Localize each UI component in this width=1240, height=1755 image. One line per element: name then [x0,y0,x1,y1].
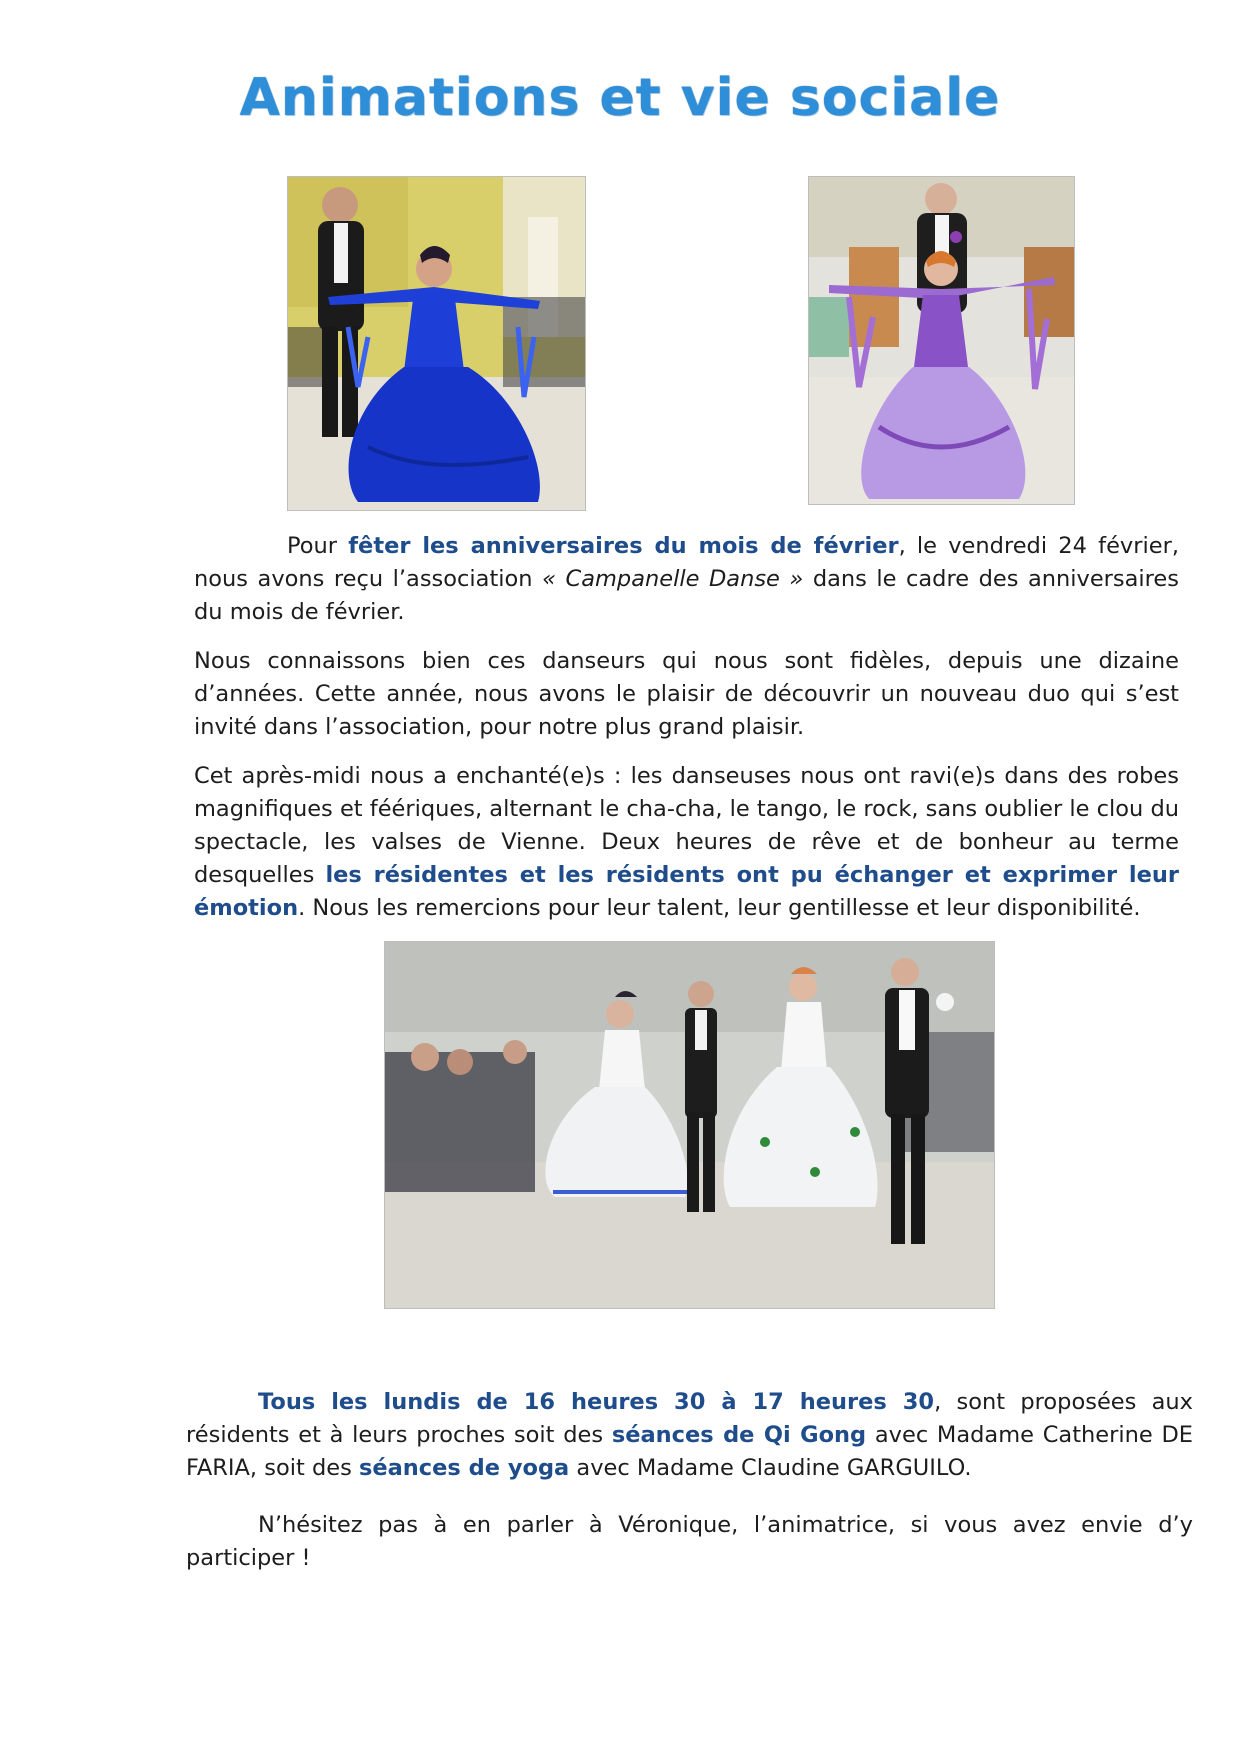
photo-dancer-blue-dress [287,176,586,511]
paragraph-apres-midi [194,760,1179,925]
paragraph-seances [186,1386,1193,1485]
p2-text: Nous connaissons bien ces danseurs qui nous sont fidèles, depuis une dizaine d’années. Cette année, nous avons le plaisir de découvrir un nouveau duo qui s’est invité dans l’association, pour notre plus grand plaisir. [194,648,1179,740]
p3-highlight: les résidentes et les résidents ont pu échanger et exprimer leur émotion [194,862,1179,921]
p1-highlight: fêter les anniversaires du mois de février [348,533,899,559]
p5-text: N’hésitez pas à en parler à Véronique, l’animatrice, si vous avez envie d’y participer ! [186,1512,1193,1571]
photo-dancer-purple-dress [808,176,1075,505]
photo-dancers-white-dresses [384,941,995,1309]
p1-text-a: Pour [287,533,349,559]
p3-text-c: . Nous les remercions pour leur talent, leur gentillesse et leur disponibilité. [298,895,1141,921]
p1-text-e: dans le cadre des anniversaires du mois de février. [194,566,1179,625]
page-title: Animations et vie sociale [239,68,1001,128]
p4-qi-gong: séances de Qi Gong [611,1422,867,1448]
paragraph-danseurs [194,645,1179,744]
p4-text-f: avec Madame Claudine GARGUILO. [569,1455,972,1481]
p4-yoga: séances de yoga [358,1455,570,1481]
paragraph-anniversaires [194,530,1179,629]
p1-association-name: « Campanelle Danse » [542,566,804,592]
p4-schedule: Tous les lundis de 16 heures 30 à 17 heures 30 [258,1389,935,1415]
paragraph-contact [186,1509,1193,1575]
p4-text-d: avec Madame Catherine DE FARIA, soit des [186,1422,1193,1481]
p4-text-b: , sont proposées aux résidents et à leurs proches soit des [186,1389,1193,1448]
p1-text-c: , le vendredi 24 février, nous avons reçu l’association [194,533,1179,592]
p3-text-a: Cet après-midi nous a enchanté(e)s : les danseuses nous ont ravi(e)s dans des robes magnifiques et féériques, alternant le cha-cha, le tango, le rock, sans oublier le clou du spectacle, les valses de Vienne. Deux heures de rêve et de bonheur au terme desquelles [194,763,1179,888]
